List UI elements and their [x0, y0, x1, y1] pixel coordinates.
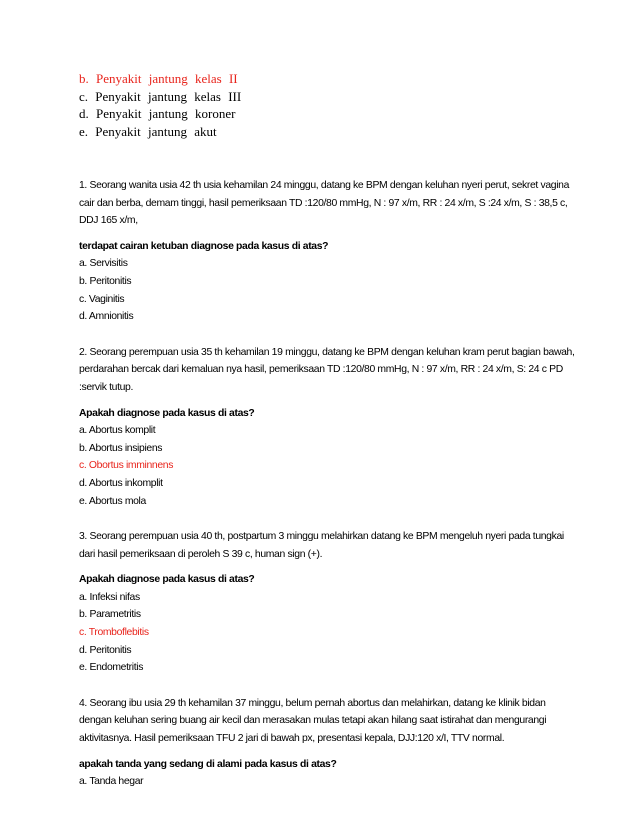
question-2-option-c: c. Obortus imminnens	[79, 460, 174, 472]
top-option-d: d. Penyakit jantung koroner	[79, 106, 236, 121]
question-1-option-b: b. Peritonitis	[79, 275, 132, 287]
question-2-option-d: d. Abortus inkomplit	[79, 477, 163, 489]
question-3	[79, 528, 579, 677]
question-1-option-d: d. Amnionitis	[79, 311, 134, 323]
question-2-option-b: b. Abortus insipiens	[79, 442, 163, 454]
top-option-e: e. Penyakit jantung akut	[79, 123, 217, 139]
top-option-c: c. Penyakit jantung kelas III	[79, 88, 242, 104]
question-4-prompt: apakah tanda yang sedang di alami pada kasus di atas?	[79, 758, 337, 770]
question-3-stem: 3. Seorang perempuan usia 40 th, postpartum 3 minggu melahirkan datang ke BPM mengeluh nyeri pada tungkai dari hasil pemeriksaan di peroleh S 39 c, human sign (+).	[79, 531, 564, 560]
question-1-option-c: c. Vaginitis	[79, 293, 125, 305]
question-1-option-a: a. Servisitis	[79, 258, 128, 270]
question-3-option-c: c. Tromboflebitis	[79, 627, 149, 639]
question-2-option-e: e. Abortus mola	[79, 495, 146, 507]
question-4-stem: 4. Seorang ibu usia 29 th kehamilan 37 minggu, belum pernah abortus dan melahirkan, datang ke klinik bidan dengan keluhan sering buang air kecil dan merasakan mulas tetapi akan hilang saat istirahat dan mengurangi aktivitasnya. Hasil pemeriksaan TFU 2 jari di bawah px, presentasi kepala, DJJ:120 x/I, TTV normal.	[79, 697, 547, 745]
question-3-prompt: Apakah diagnose pada kasus di atas?	[79, 574, 255, 586]
question-4	[79, 695, 579, 791]
question-3-option-d: d. Peritonitis	[79, 644, 132, 656]
question-3-option-a: a. Infeksi nifas	[79, 591, 140, 603]
question-2	[79, 344, 579, 510]
top-option-list	[79, 70, 579, 140]
top-option-b: b. Penyakit jantung kelas II	[79, 71, 238, 86]
question-4-option-a: a. Tanda hegar	[79, 776, 144, 788]
question-2-option-a: a. Abortus komplit	[79, 425, 156, 437]
question-1	[79, 177, 579, 326]
question-2-stem: 2. Seorang perempuan usia 35 th kehamilan 19 minggu, datang ke BPM dengan keluhan kram perut bagian bawah, perdarahan bercak dari kemaluan nya hasil, pemeriksaan TD :120/80 mmHg, N : 97 x/m, RR : 24 x/m, S: 24 c PD :servik tutup.	[79, 346, 575, 393]
question-3-option-b: b. Parametritis	[79, 609, 141, 621]
question-1-stem: 1. Seorang wanita usia 42 th usia kehamilan 24 minggu, datang ke BPM dengan keluhan nyeri perut, sekret vagina cair dan berba, demam tinggi, hasil pemeriksaan TD :120/80 mmHg, N : 97 x/m, RR : 24 x/m, S :24 x/m, S : 38,5 c, DDJ 165 x/m,	[79, 180, 570, 227]
document-page	[79, 70, 579, 791]
question-2-prompt: Apakah diagnose pada kasus di atas?	[79, 407, 255, 419]
question-1-prompt: terdapat cairan ketuban diagnose pada kasus di atas?	[79, 240, 329, 252]
question-3-option-e: e. Endometritis	[79, 662, 144, 674]
